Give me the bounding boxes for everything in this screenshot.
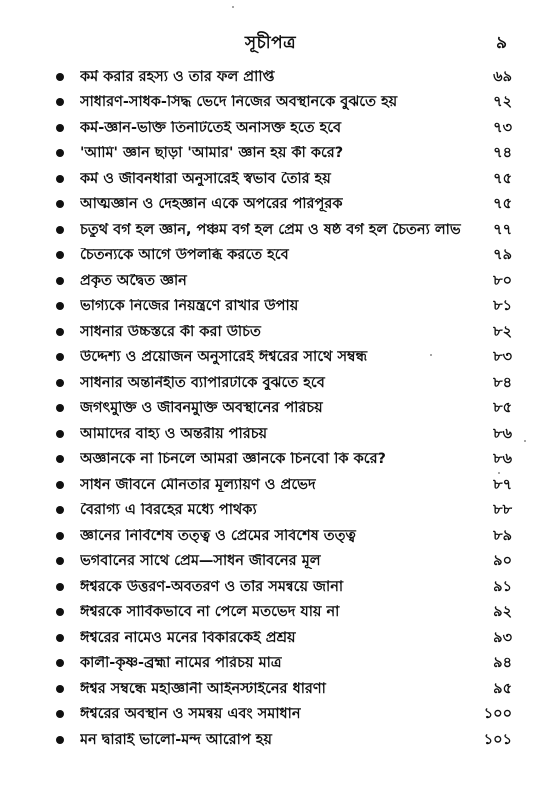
toc-entry xyxy=(56,727,512,753)
toc-entry-page: ৯৪ xyxy=(493,655,512,671)
bullet-icon xyxy=(56,608,64,616)
bullet-icon xyxy=(56,736,64,744)
bullet-icon xyxy=(56,710,64,718)
toc-entry-page: ৯২ xyxy=(493,604,512,620)
bullet-icon xyxy=(56,277,64,285)
toc-entry-title: ভগবানের সাথে প্রেম—সাধন জীবনের মূল xyxy=(80,554,321,569)
bullet-icon xyxy=(56,149,64,157)
toc-entry-title: আত্মজ্ঞান ও দেহজ্ঞান একে অপরের পরিপূরক xyxy=(80,197,343,212)
bullet-icon xyxy=(56,685,64,693)
toc-entry-title: জ্ঞানের নির্বিশেষ তত্ত্ব ও প্রেমের সবিশেষ তত্ত্ব xyxy=(80,528,356,543)
toc-entry xyxy=(56,268,512,294)
toc-entry-title: ভাগ্যকে নিজের নিয়ন্ত্রণে রাখার উপায় xyxy=(80,299,299,314)
toc-entry xyxy=(56,319,512,345)
bullet-icon xyxy=(56,532,64,540)
toc-entry-title: মন দ্বারাই ভালো-মন্দ আরোপ হয় xyxy=(80,732,272,747)
toc-entry-title: চতুর্থ বর্গ হল জ্ঞান, পঞ্চম বর্গ হল প্রেম ও ষষ্ঠ বর্গ হল চৈতন্য লাভ xyxy=(80,222,461,237)
toc-entry-page: ৭৭ xyxy=(493,221,512,238)
toc-entry xyxy=(56,243,512,269)
toc-entry-page: ৭৫ xyxy=(493,196,512,212)
toc-entry-page: ৭২ xyxy=(493,94,512,110)
toc-entry xyxy=(56,625,512,651)
bullet-icon xyxy=(56,634,64,642)
toc-entry-page: ৯১ xyxy=(493,578,512,595)
toc-entry-page: ৬৯ xyxy=(493,68,512,85)
toc-entry-title: সাধন জীবনে মৌনতার মূল্যায়ণ ও প্রভেদ xyxy=(80,477,316,492)
toc-entry-title: উদ্দেশ্য ও প্রয়োজন অনুসারেই ঈশ্বরের সাথে সম্বন্ধ xyxy=(80,350,368,365)
bullet-icon xyxy=(56,404,64,412)
bullet-icon xyxy=(56,379,64,387)
toc-entry xyxy=(56,523,512,549)
toc-entry-page: ১০১ xyxy=(483,731,512,748)
toc-entry-title: ঈশ্বর সম্বন্ধে মহাজ্ঞানী আইনস্টাইনের ধারণা xyxy=(80,681,326,696)
bullet-icon xyxy=(56,430,64,438)
toc-entry xyxy=(56,192,512,218)
bullet-icon xyxy=(56,455,64,463)
toc-entry-title: সাধনার অন্তর্নিহীত ব্যাপারটাকে বুঝতে হবে xyxy=(80,375,325,390)
toc-entry-title: ঈশ্বরের অবস্থান ও সমন্বয় এবং সমাধান xyxy=(80,707,301,722)
print-speck xyxy=(498,472,500,474)
toc-entry-title: কর্ম-জ্ঞান-ভক্তি তিনটিতেই অনাসক্ত হতে হবে xyxy=(80,120,342,135)
toc-entry xyxy=(56,345,512,371)
toc-entry-page: ৮৩ xyxy=(493,349,512,365)
toc-entry-page: ৯০ xyxy=(493,553,512,569)
toc-entry-title: কর্ম করার রহস্য ও তার ফল প্রাপ্তি xyxy=(80,69,275,84)
toc-entry xyxy=(56,115,512,141)
toc-entry xyxy=(56,447,512,473)
toc-entry-page: ৭৫ xyxy=(493,170,512,187)
bullet-icon xyxy=(56,557,64,565)
toc-entry xyxy=(56,294,512,320)
toc-entry-title: আমাদের বাহ্য ও অন্তরীয় পরিচয় xyxy=(80,426,268,441)
toc-entry-title: কর্ম ও জীবনধারা অনুসারেই স্বভাব তৈরি হয় xyxy=(80,171,331,186)
toc-entry-title: ঈশ্বরকে উত্তরণ-অবতরণ ও তাঁর সমন্বয়ে জানা xyxy=(80,579,344,594)
toc-entry xyxy=(56,396,512,422)
toc-entry-title: 'আমি' জ্ঞান ছাড়া 'আমার' জ্ঞান হয় কী করে? xyxy=(80,146,344,161)
toc-entry-page: ৮৪ xyxy=(493,374,512,391)
bullet-icon xyxy=(56,98,64,106)
toc-entry-page: ৭৩ xyxy=(493,119,512,136)
toc-entry-page: ৯৩ xyxy=(493,629,512,646)
toc-entry xyxy=(56,600,512,626)
toc-entry-page: ৮৮ xyxy=(493,502,512,518)
toc-entry-page: ৮২ xyxy=(493,323,512,340)
toc-entry-title: সাধনার উচ্চস্তরে কী করা উচিত xyxy=(80,324,261,339)
bullet-icon xyxy=(56,353,64,361)
bullet-icon xyxy=(56,200,64,208)
page-number: ৯ xyxy=(495,33,507,53)
toc-entry-page: ৮৯ xyxy=(493,527,512,544)
toc-entry-title: ঈশ্বরের নামেও মনের বিকারকেই প্রশ্রয় xyxy=(80,630,296,645)
toc-entry xyxy=(56,651,512,677)
toc-entry xyxy=(56,64,512,90)
toc-entry xyxy=(56,549,512,575)
toc-entry-title: কালী-কৃষ্ণ-ব্রহ্মা নামের পরিচয় মাত্র xyxy=(80,656,282,671)
toc-entry-title: জগৎমুক্তি ও জীবনমুক্তি অবস্থানের পরিচয় xyxy=(80,401,323,416)
toc-entry-page: ৮৬ xyxy=(493,425,512,442)
toc-entry xyxy=(56,421,512,447)
toc-entry-title: বৈরাগ্য এ বিরহের মধ্যে পার্থক্য xyxy=(80,503,257,518)
bullet-icon xyxy=(56,506,64,514)
bullet-icon xyxy=(56,328,64,336)
toc-entry-page: ৯৫ xyxy=(493,680,512,697)
toc-entry-title: চৈতন্যকে আগে উপলব্ধি করতে হবে xyxy=(80,248,289,263)
table-of-contents xyxy=(56,64,512,753)
toc-entry-page: ৮০ xyxy=(493,272,512,289)
print-speck xyxy=(430,354,432,356)
toc-entry xyxy=(56,370,512,396)
toc-entry-page: ৭৪ xyxy=(493,145,512,161)
toc-entry xyxy=(56,574,512,600)
toc-entry-title: অজ্ঞানকে না চিনলে আমরা জ্ঞানকে চিনবো কি করে? xyxy=(80,452,386,467)
bullet-icon xyxy=(56,302,64,310)
bullet-icon xyxy=(56,659,64,667)
toc-entry xyxy=(56,90,512,116)
bullet-icon xyxy=(56,175,64,183)
page-title: সূচীপত্র xyxy=(244,33,297,53)
toc-entry-page: ৮৫ xyxy=(493,400,512,416)
bullet-icon xyxy=(56,73,64,81)
toc-entry-page: ১০০ xyxy=(483,706,512,722)
bullet-icon xyxy=(56,481,64,489)
toc-entry-page: ৮৭ xyxy=(493,476,512,493)
toc-entry-page: ৭৯ xyxy=(493,247,512,263)
bullet-icon xyxy=(56,226,64,234)
toc-entry-page: ৮১ xyxy=(493,298,512,314)
print-speck xyxy=(524,440,526,442)
toc-entry-title: ঈশ্বরকে সার্বিকভাবে না পেলে মতভেদ যায় না xyxy=(80,605,340,620)
toc-entry xyxy=(56,166,512,192)
toc-entry xyxy=(56,702,512,728)
bullet-icon xyxy=(56,251,64,259)
bullet-icon xyxy=(56,583,64,591)
toc-entry-title: প্রকৃত অদ্বৈত জ্ঞান xyxy=(80,273,187,288)
toc-entry xyxy=(56,217,512,243)
print-speck xyxy=(232,6,234,8)
toc-entry xyxy=(56,141,512,167)
toc-entry xyxy=(56,676,512,702)
toc-entry xyxy=(56,472,512,498)
toc-entry-page: ৮৬ xyxy=(493,451,512,467)
toc-entry xyxy=(56,498,512,524)
bullet-icon xyxy=(56,124,64,132)
toc-entry-title: সাধারণ-সাধক-সিদ্ধ ভেদে নিজের অবস্থানকে বুঝতে হয় xyxy=(80,95,398,110)
